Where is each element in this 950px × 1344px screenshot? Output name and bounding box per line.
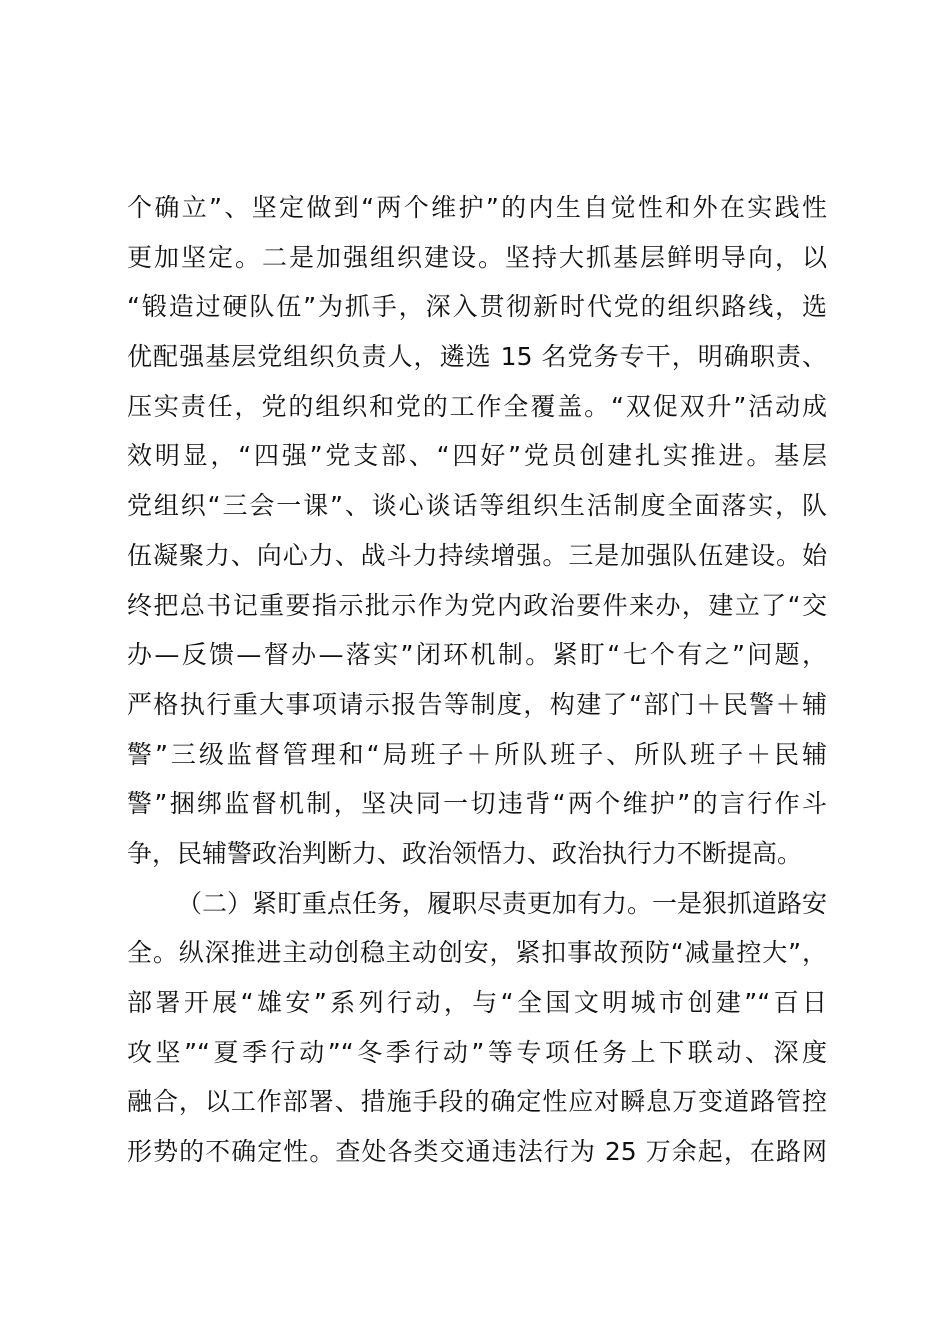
text-line: 严格执行重大事项请示报告等制度，构建了“部门＋民警＋辅 [127, 689, 827, 719]
text-line-paragraph-start: （二）紧盯重点任务，履职尽责更加有力。一是狠抓道路安 [177, 888, 827, 918]
text-line: 全。纵深推进主动创稳主动创安，紧扣事故预防“减量控大”， [127, 938, 827, 968]
text-line: 形势的不确定性。查处各类交通违法行为 25 万余起，在路网 [127, 1137, 827, 1167]
body-text [127, 183, 827, 1177]
text-line: 警”捆绑监督机制，坚决同一切违背“两个维护”的言行作斗 [127, 789, 827, 819]
text-line: 争，民辅警政治判断力、政治领悟力、政治执行力不断提高。 [127, 838, 803, 868]
text-line: 更加坚定。二是加强组织建设。坚持大抓基层鲜明导向，以 [127, 242, 827, 272]
text-line: 终把总书记重要指示批示作为党内政治要件来办，建立了“交 [127, 590, 827, 620]
text-line: 压实责任，党的组织和党的工作全覆盖。“双促双升”活动成 [127, 391, 827, 421]
text-line: 警”三级监督管理和“局班子＋所队班子、所队班子＋民辅 [127, 739, 827, 769]
text-line: 办—反馈—督办—落实”闭环机制。紧盯“七个有之”问题， [127, 640, 827, 670]
text-line: 个确立”、坚定做到“两个维护”的内生自觉性和外在实践性 [127, 193, 827, 222]
text-line: 攻坚”“夏季行动”“冬季行动”等专项任务上下联动、深度 [127, 1037, 827, 1067]
text-line: 党组织“三会一课”、谈心谈话等组织生活制度全面落实，队 [127, 491, 827, 521]
text-line: 伍凝聚力、向心力、战斗力持续增强。三是加强队伍建设。始 [127, 540, 827, 570]
text-line: 部署开展“雄安”系列行动，与“全国文明城市创建”“百日 [127, 988, 827, 1017]
text-line: 优配强基层党组织负责人，遴选 15 名党务专干，明确职责、 [127, 342, 827, 372]
text-line: 效明显，“四强”党支部、“四好”党员创建扎实推进。基层 [127, 441, 827, 471]
text-line: 融合，以工作部署、措施手段的确定性应对瞬息万变道路管控 [127, 1087, 827, 1117]
text-line: “锻造过硬队伍”为抓手，深入贯彻新时代党的组织路线，选 [127, 292, 827, 322]
